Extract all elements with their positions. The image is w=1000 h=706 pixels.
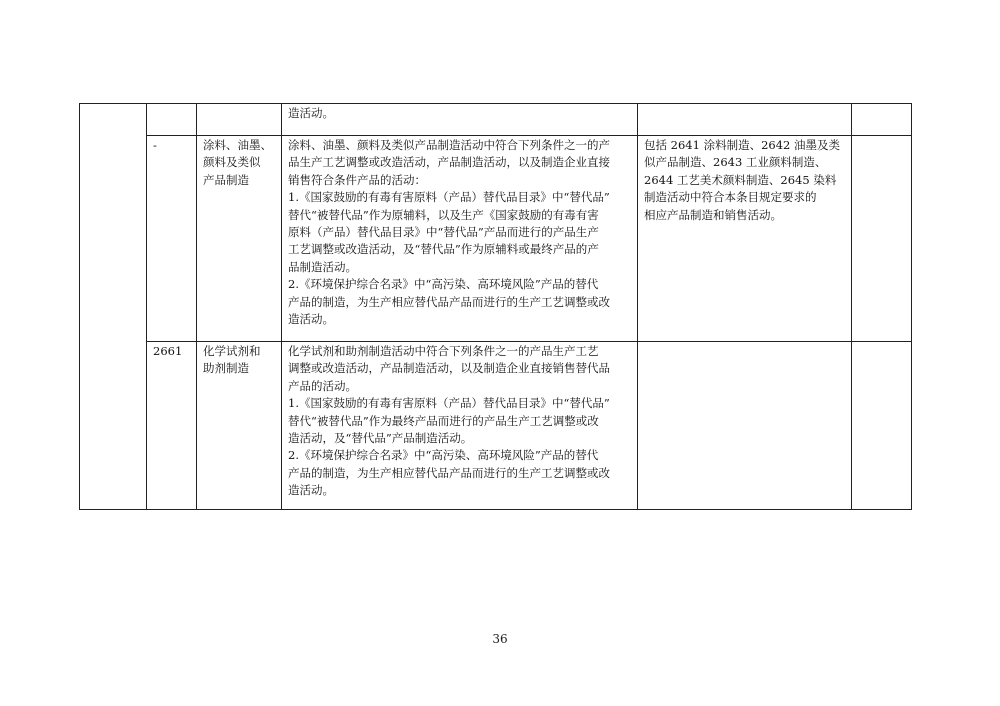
code-cell — [147, 136, 197, 342]
table-row — [80, 136, 912, 342]
name-text: 化学试剂和 助剂制造 — [203, 344, 261, 376]
name-text: 涂料、油墨、 颜料及类似 产品制造 — [203, 138, 272, 187]
code-cell — [147, 342, 197, 510]
note-cell — [638, 104, 852, 136]
content-cell — [282, 104, 638, 136]
code-cell — [147, 104, 197, 136]
content-cell — [282, 342, 638, 510]
name-cell — [197, 136, 282, 342]
name-cell — [197, 342, 282, 510]
code-text: 2661 — [153, 344, 183, 358]
content-cell — [282, 136, 638, 342]
content-text: 造活动。 — [288, 106, 334, 120]
extra-cell — [852, 104, 912, 136]
note-text: 包括 2641 涂料制造、2642 油墨及类 似产品制造、2643 工业颜料制造、 2644 工艺美术颜料制造、2645 染料 制造活动中符合本条目规定要求的 相应产品制造和销售活动。 — [644, 138, 840, 222]
note-cell — [638, 342, 852, 510]
content-text: 涂料、油墨、颜料及类似产品制造活动中符合下列条件之一的产 品生产工艺调整或改造活动，产品制造活动，以及制造企业直接 销售符合条件产品的活动： 1.《国家鼓励的有毒有害原料（产品）替代品目录》中“替代品” 替代“被替代品”作为原辅料，以及生产《国家鼓励的有毒有害 原料（产品）替代品目录》中“替代品”产品而进行的产品生产 工艺调整或改造活动，及“替代品”作为原辅料或最终产品的产 品制造活动。 2.《环境保护综合名录》中“高污染、高环境风险”产品的替代 产品的制造，为生产相应替代品产品而进行的生产工艺调整或改 造活动。 — [288, 138, 610, 327]
extra-cell — [852, 342, 912, 510]
industry-catalog-table — [79, 103, 912, 510]
table-row — [80, 342, 912, 510]
content-text: 化学试剂和助剂制造活动中符合下列条件之一的产品生产工艺 调整或改造活动，产品制造活动，以及制造企业直接销售替代品 产品的活动。 1.《国家鼓励的有毒有害原料（产品）替代品目录》中“替代品” 替代“被替代品”作为最终产品而进行的产品生产工艺调整或改 造活动，及“替代品”产品制造活动。 2.《环境保护综合名录》中“高污染、高环境风险”产品的替代 产品的制造，为生产相应替代品产品而进行的生产工艺调整或改 造活动。 — [288, 344, 610, 498]
table-row — [80, 104, 912, 136]
extra-cell — [852, 136, 912, 342]
category-column-cell — [80, 104, 147, 510]
code-text: - — [153, 138, 157, 152]
page-number: 36 — [492, 632, 508, 646]
note-cell — [638, 136, 852, 342]
name-cell — [197, 104, 282, 136]
